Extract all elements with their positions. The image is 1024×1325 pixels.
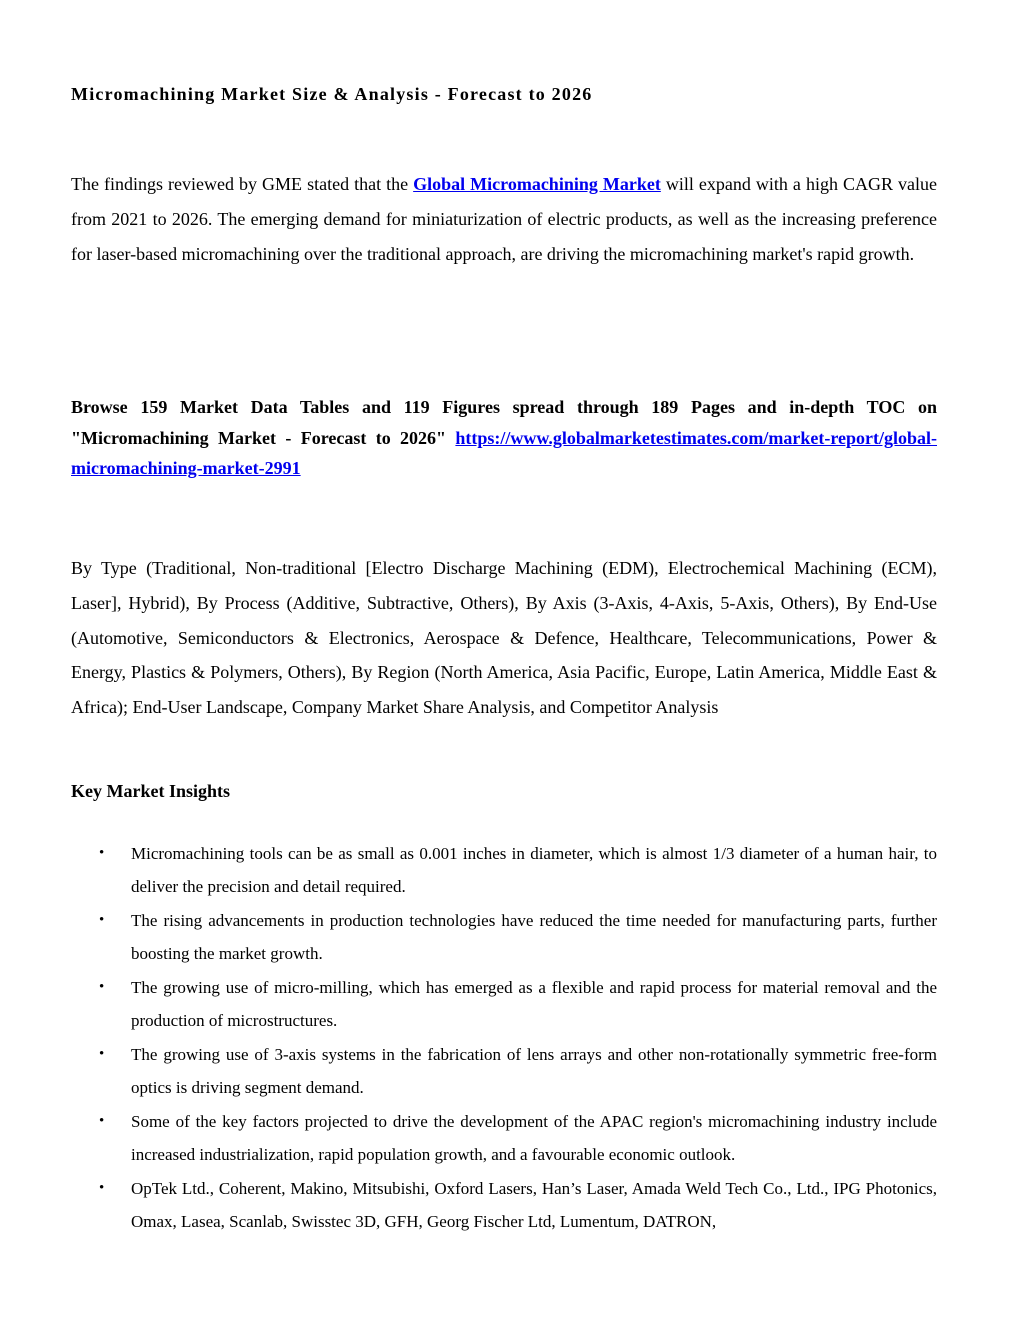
bullet-icon: •: [99, 1046, 105, 1062]
bullet-icon: •: [99, 979, 105, 995]
list-item: [71, 1038, 937, 1104]
bullet-icon: •: [99, 1180, 105, 1196]
bullet-icon: •: [99, 1113, 105, 1129]
bullet-icon: •: [99, 845, 105, 861]
intro-text-before: The findings reviewed by GME stated that the: [71, 174, 414, 194]
list-item-text: Some of the key factors projected to drive the development of the APAC region's micromachining industry include increased industrialization, rapid population growth, and a favourable economic outlook.: [131, 1112, 937, 1164]
report-url-link[interactable]: https://www.globalmarketestimates.com/market-report/global-micromachining-market-2991: [71, 427, 937, 478]
list-item: [71, 1105, 937, 1171]
insights-list: [71, 837, 937, 1239]
global-micromachining-market-link[interactable]: Global Micromachining Market: [413, 174, 661, 194]
list-item-text: OpTek Ltd., Coherent, Makino, Mitsubishi, Oxford Lasers, Han’s Laser, Amada Weld Tech Co., Ltd., IPG Photonics, Omax, Lasea, Scanlab, Swisstec 3D, GFH, Georg Fischer Ltd, Lumentum, DATRON,: [131, 1179, 937, 1231]
segmentation-paragraph: By Type (Traditional, Non-traditional [Electro Discharge Machining (EDM), Electrochemical Machining (ECM), Laser], Hybrid), By Process (Additive, Subtractive, Others), By Axis (3-Axis, 4-Axis, 5-Axis, Others), By End-Use (Automotive, Semiconductors & Electronics, Aerospace & Defence, Healthcare, Telecommunications, Power & Energy, Plastics & Polymers, Others), By Region (North America, Asia Pacific, Europe, Latin America, Middle East & Africa); End-User Landscape, Company Market Share Analysis, and Competitor Analysis: [71, 558, 937, 718]
browse-paragraph: [71, 392, 937, 484]
list-item: [71, 1172, 937, 1238]
intro-paragraph: [71, 167, 937, 271]
list-item-text: Micromachining tools can be as small as 0.001 inches in diameter, which is almost 1/3 diameter of a human hair, to deliver the precision and detail required.: [131, 844, 937, 896]
intro-text-after: will expand with a high CAGR value from 2021 to 2026. The emerging demand for miniaturization of electric products, as well as the increasing preference for laser-based micromachining over the traditional approach, are driving the micromachining market's rapid growth.: [71, 174, 937, 264]
list-item-text: The growing use of 3-axis systems in the fabrication of lens arrays and other non-rotationally symmetric free-form optics is driving segment demand.: [131, 1045, 937, 1097]
key-market-insights-heading: Key Market Insights: [71, 781, 230, 801]
list-item-text: The growing use of micro-milling, which has emerged as a flexible and rapid process for material removal and the production of microstructures.: [131, 978, 937, 1030]
list-item: [71, 904, 937, 970]
list-item: [71, 837, 937, 903]
bullet-icon: •: [99, 912, 105, 928]
browse-text: Browse 159 Market Data Tables and 119 Figures spread through 189 Pages and in-depth TOC on "Micromachining Market - Forecast to 2026": [71, 397, 937, 448]
document-title: Micromachining Market Size & Analysis - Forecast to 2026: [71, 84, 593, 104]
list-item-text: The rising advancements in production technologies have reduced the time needed for manufacturing parts, further boosting the market growth.: [131, 911, 937, 963]
list-item: [71, 971, 937, 1037]
